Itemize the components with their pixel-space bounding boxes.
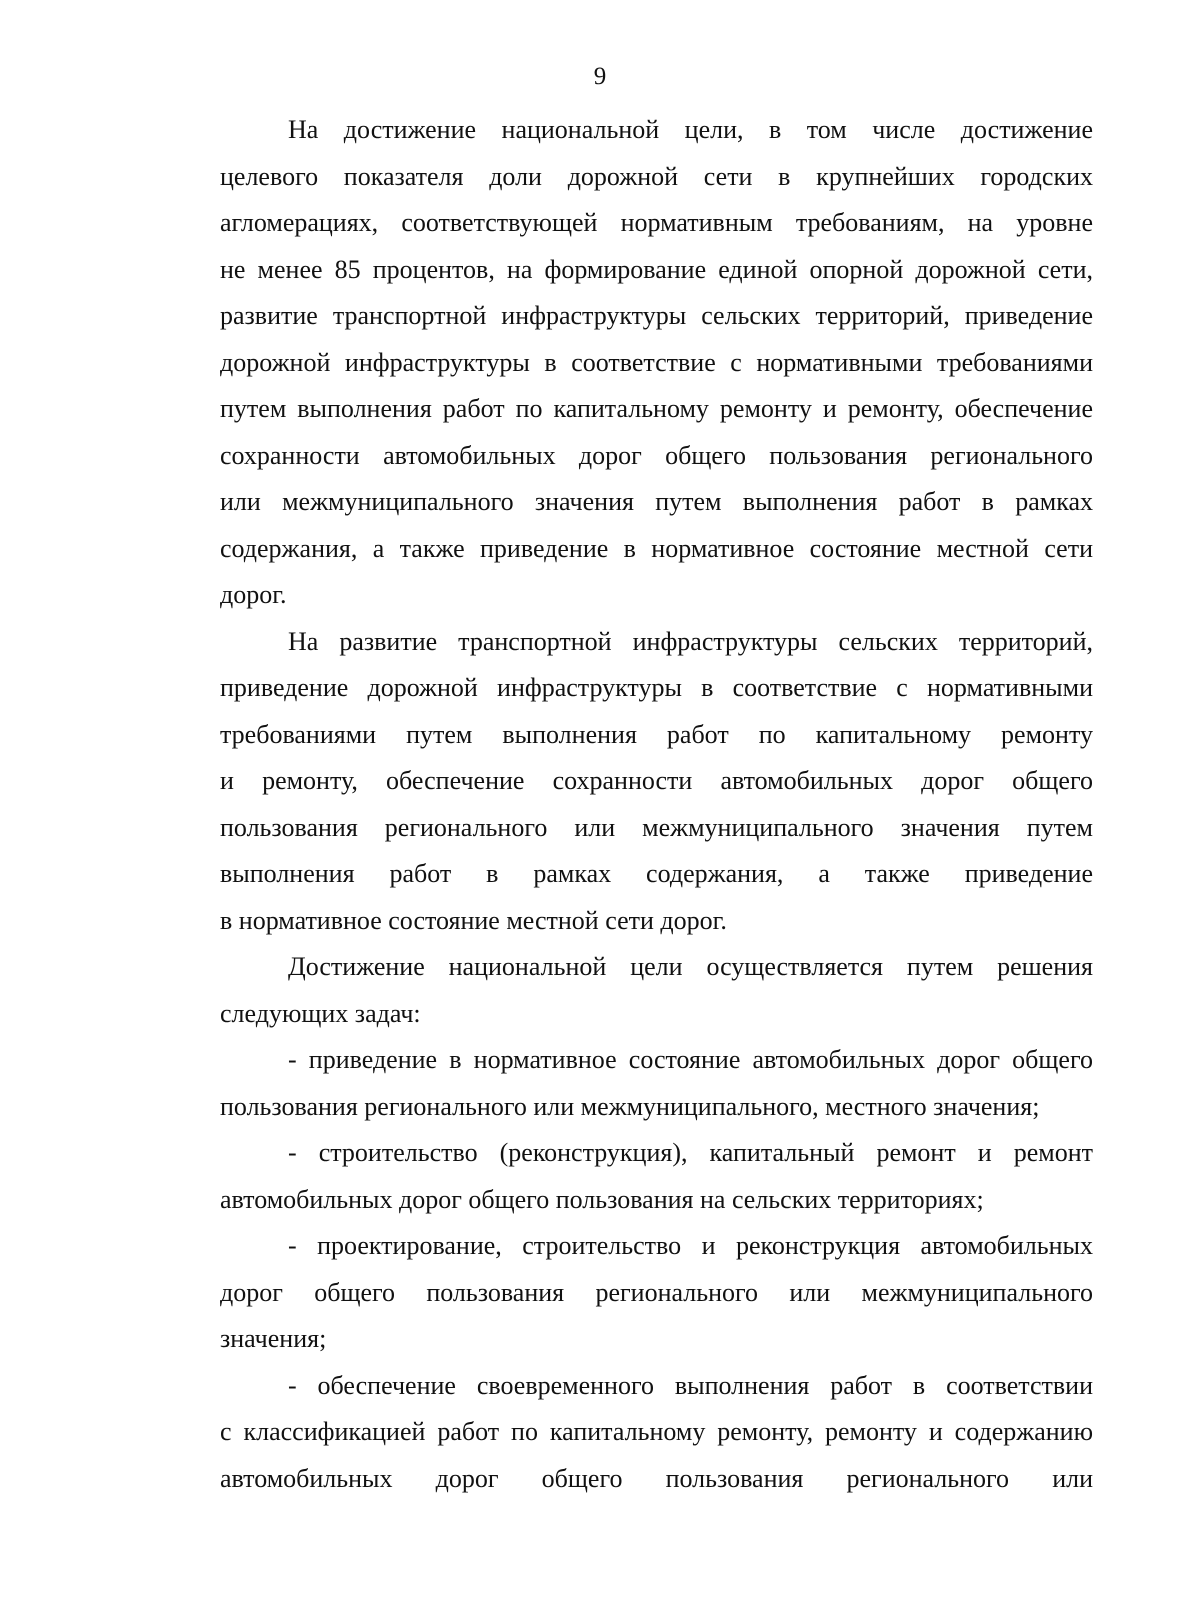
- list-item-line: автомобильных дорог общего пользования регионального или: [220, 1464, 1093, 1493]
- list-item-line: пользования регионального или межмуниципального, местного значения;: [220, 1092, 1040, 1121]
- list-item-line: - приведение в нормативное состояние автомобильных дорог общего: [288, 1045, 1093, 1074]
- list-item-line: с классификацией работ по капитальному ремонту, ремонту и содержанию: [220, 1417, 1093, 1446]
- text-line: На развитие транспортной инфраструктуры сельских территорий,: [288, 627, 1093, 656]
- text-line: путем выполнения работ по капитальному ремонту и ремонту, обеспечение: [220, 394, 1093, 423]
- text-line: или межмуниципального значения путем выполнения работ в рамках: [220, 487, 1093, 516]
- text-line: в нормативное состояние местной сети дорог.: [220, 906, 727, 935]
- text-line: приведение дорожной инфраструктуры в соответствие с нормативными: [220, 673, 1093, 702]
- list-item-line: дорог общего пользования регионального или межмуниципального: [220, 1278, 1093, 1307]
- text-line: развитие транспортной инфраструктуры сельских территорий, приведение: [220, 301, 1093, 330]
- text-line: требованиями путем выполнения работ по капитальному ремонту: [220, 720, 1093, 749]
- text-line: выполнения работ в рамках содержания, а также приведение: [220, 859, 1093, 888]
- text-line: целевого показателя доли дорожной сети в крупнейших городских: [220, 162, 1093, 191]
- text-line: агломерациях, соответствующей нормативным требованиям, на уровне: [220, 208, 1093, 237]
- text-line: пользования регионального или межмуниципального значения путем: [220, 813, 1093, 842]
- text-line: На достижение национальной цели, в том числе достижение: [288, 115, 1093, 144]
- list-item-line: - обеспечение своевременного выполнения работ в соответствии: [288, 1371, 1093, 1400]
- text-line: следующих задач:: [220, 999, 421, 1028]
- page-number: 9: [593, 63, 607, 90]
- text-line: сохранности автомобильных дорог общего пользования регионального: [220, 441, 1093, 470]
- text-line: Достижение национальной цели осуществляется путем решения: [288, 952, 1093, 981]
- list-item-line: - строительство (реконструкция), капитальный ремонт и ремонт: [288, 1138, 1093, 1167]
- list-item-line: значения;: [220, 1324, 327, 1353]
- text-line: дорог.: [220, 580, 287, 609]
- list-item-line: - проектирование, строительство и реконструкция автомобильных: [288, 1231, 1093, 1260]
- text-line: и ремонту, обеспечение сохранности автомобильных дорог общего: [220, 766, 1093, 795]
- text-line: дорожной инфраструктуры в соответствие с нормативными требованиями: [220, 348, 1093, 377]
- text-line: не менее 85 процентов, на формирование единой опорной дорожной сети,: [220, 255, 1093, 284]
- list-item-line: автомобильных дорог общего пользования на сельских территориях;: [220, 1185, 984, 1214]
- text-line: содержания, а также приведение в нормативное состояние местной сети: [220, 534, 1093, 563]
